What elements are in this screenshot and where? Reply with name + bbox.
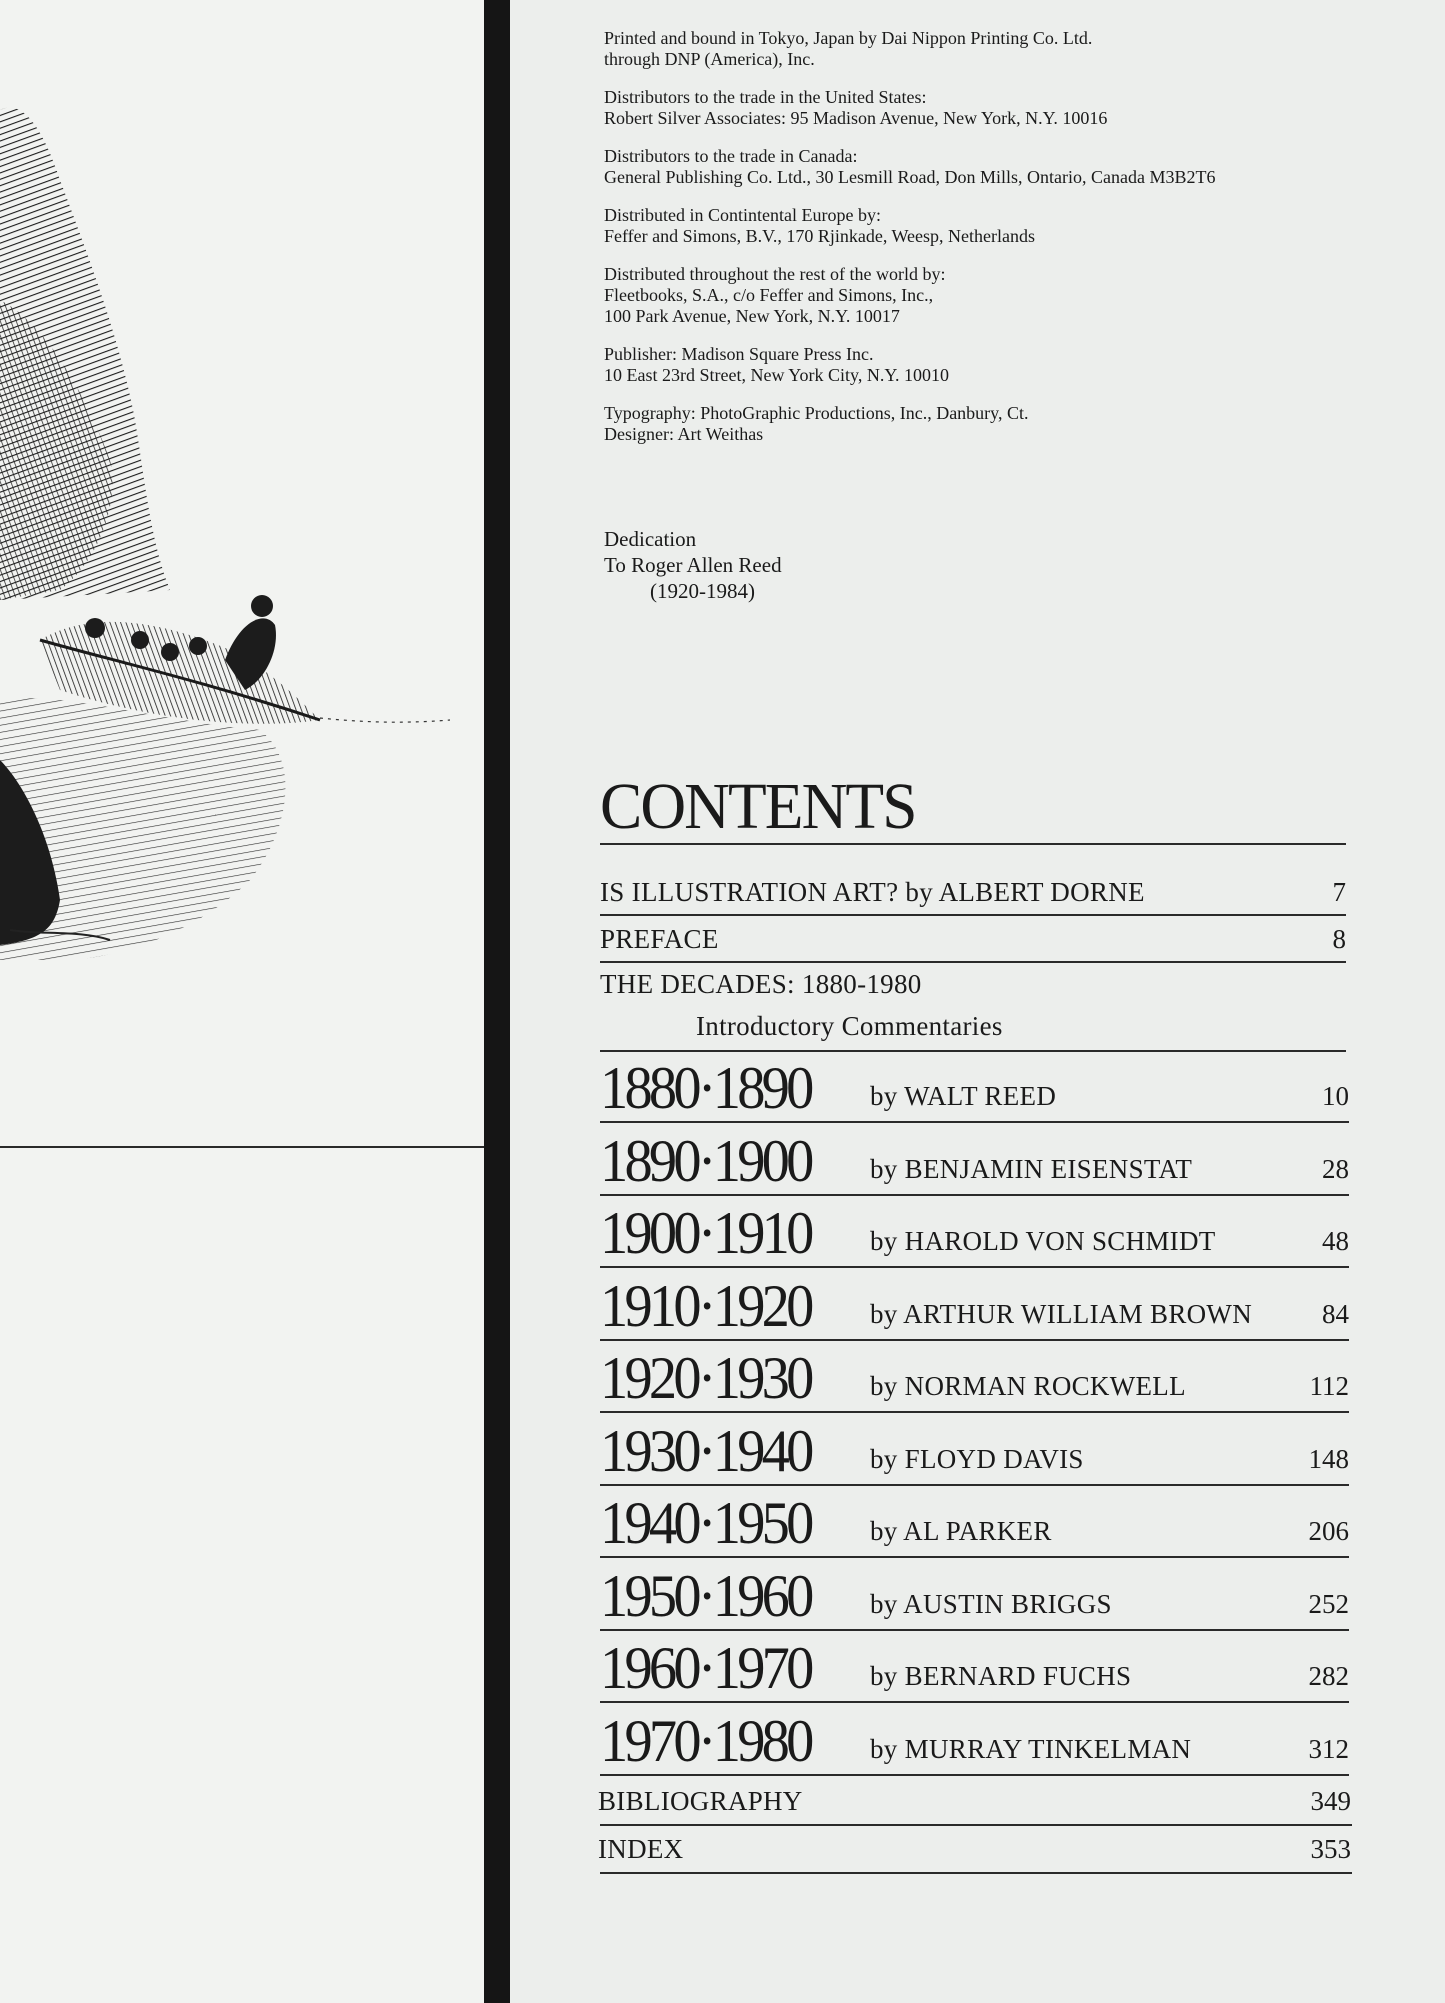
colophon-paragraph (604, 28, 1384, 70)
decade-range: 1880·1890 (600, 1055, 811, 1121)
decade-author: by MURRAY TINKELMAN (870, 1733, 1192, 1764)
colophon-paragraph (604, 205, 1384, 247)
colophon-line: Distributors to the trade in the United States: (604, 87, 927, 107)
colophon-paragraph (604, 87, 1384, 129)
colophon-line: through DNP (America), Inc. (604, 49, 815, 69)
colophon-paragraph (604, 403, 1384, 445)
decade-author: by ARTHUR WILLIAM BROWN (870, 1298, 1253, 1329)
right-page (510, 0, 1445, 2003)
decade-page: 48 (1322, 1226, 1349, 1256)
decade-author: by BERNARD FUCHS (870, 1661, 1132, 1691)
decade-range: 1970·1980 (600, 1707, 811, 1774)
colophon-paragraph (604, 264, 1384, 327)
decade-page: 112 (1309, 1371, 1349, 1401)
decade-range: 1960·1970 (600, 1635, 811, 1701)
toc-entry-label: PREFACE (600, 924, 719, 954)
toc-rule (600, 1701, 1349, 1703)
toc-entry-label: BIBLIOGRAPHY (598, 1786, 803, 1816)
book-spine (484, 0, 510, 2003)
colophon-line: 100 Park Avenue, New York, N.Y. 10017 (604, 306, 900, 326)
colophon-paragraph (604, 344, 1384, 386)
decade-range: 1940·1950 (600, 1490, 811, 1556)
colophon-line: Publisher: Madison Square Press Inc. (604, 344, 874, 364)
decade-author: by BENJAMIN EISENSTAT (870, 1153, 1193, 1184)
toc-rule (600, 1556, 1349, 1558)
toc-rule (600, 1121, 1349, 1123)
decade-author: by AL PARKER (870, 1516, 1052, 1546)
decade-page: 282 (1308, 1661, 1349, 1691)
toc-rule (600, 1484, 1349, 1486)
decade-page: 206 (1308, 1516, 1349, 1546)
colophon-line: Feffer and Simons, B.V., 170 Rjinkade, Weesp, Netherlands (604, 226, 1035, 246)
toc-rule (600, 1266, 1349, 1268)
decade-author: by FLOYD DAVIS (870, 1443, 1084, 1474)
decade-page: 84 (1322, 1298, 1349, 1329)
decade-page: 148 (1308, 1443, 1349, 1474)
decade-range: 1890·1900 (600, 1127, 811, 1194)
pen-ink-illustration (0, 0, 484, 1150)
decade-page: 252 (1308, 1588, 1349, 1619)
toc-rule (600, 1339, 1349, 1341)
colophon-line: Distributed in Contintental Europe by: (604, 205, 881, 225)
decade-author: by AUSTIN BRIGGS (870, 1588, 1112, 1619)
toc-entry-page: 7 (1332, 877, 1346, 907)
colophon-line: Printed and bound in Tokyo, Japan by Dai Nippon Printing Co. Ltd. (604, 28, 1093, 48)
toc-rule (600, 1194, 1349, 1196)
colophon-line: Typography: PhotoGraphic Productions, Inc., Danbury, Ct. (604, 403, 1029, 423)
dedication-years: (1920-1984) (650, 579, 755, 603)
decade-page: 28 (1322, 1153, 1349, 1184)
decades-heading: THE DECADES: 1880-1980 (600, 969, 922, 999)
colophon-line: 10 East 23rd Street, New York City, N.Y. 10010 (604, 365, 949, 385)
toc-entry-page: 349 (1310, 1786, 1351, 1816)
colophon-line: Distributed throughout the rest of the world by: (604, 264, 946, 284)
toc-rule (600, 1824, 1352, 1826)
toc-entry-label: IS ILLUSTRATION ART? by ALBERT DORNE (600, 877, 1145, 907)
decade-author: by HAROLD VON SCHMIDT (870, 1226, 1216, 1256)
decade-range: 1950·1960 (600, 1562, 811, 1629)
dedication-name: To Roger Allen Reed (604, 553, 782, 577)
decade-page: 312 (1308, 1733, 1349, 1764)
toc-rule (600, 1774, 1349, 1776)
toc-rule (600, 1872, 1352, 1874)
colophon-line: Distributors to the trade in Canada: (604, 146, 858, 166)
toc-rule (600, 1629, 1349, 1631)
decade-range: 1910·1920 (600, 1272, 811, 1339)
toc-rule (600, 1050, 1346, 1052)
toc-rule (600, 843, 1346, 845)
colophon-line: General Publishing Co. Ltd., 30 Lesmill Road, Don Mills, Ontario, Canada M3B2T6 (604, 167, 1216, 187)
decade-author: by WALT REED (870, 1081, 1057, 1111)
toc-entry-page: 8 (1332, 924, 1346, 954)
decade-page: 10 (1322, 1081, 1349, 1111)
page-divider-line (0, 1146, 484, 1148)
toc-entry-page: 353 (1310, 1834, 1351, 1864)
decade-range: 1900·1910 (600, 1200, 811, 1266)
colophon-paragraph (604, 146, 1384, 188)
toc-rule (600, 1411, 1349, 1413)
toc-entry-label: INDEX (598, 1834, 684, 1864)
colophon (604, 28, 1384, 462)
left-page (0, 0, 484, 2003)
dedication-heading: Dedication (604, 527, 697, 551)
colophon-line: Designer: Art Weithas (604, 424, 764, 444)
toc-rule (600, 914, 1346, 916)
colophon-line: Fleetbooks, S.A., c/o Feffer and Simons, Inc., (604, 285, 934, 305)
toc-rule (600, 961, 1346, 963)
decade-author: by NORMAN ROCKWELL (870, 1371, 1186, 1401)
colophon-line: Robert Silver Associates: 95 Madison Avenue, New York, N.Y. 10016 (604, 108, 1108, 128)
decade-range: 1920·1930 (600, 1345, 811, 1411)
decade-range: 1930·1940 (600, 1417, 811, 1484)
decades-subheading: Introductory Commentaries (696, 1011, 1003, 1041)
contents-title: CONTENTS (600, 770, 916, 843)
dedication (604, 526, 782, 604)
